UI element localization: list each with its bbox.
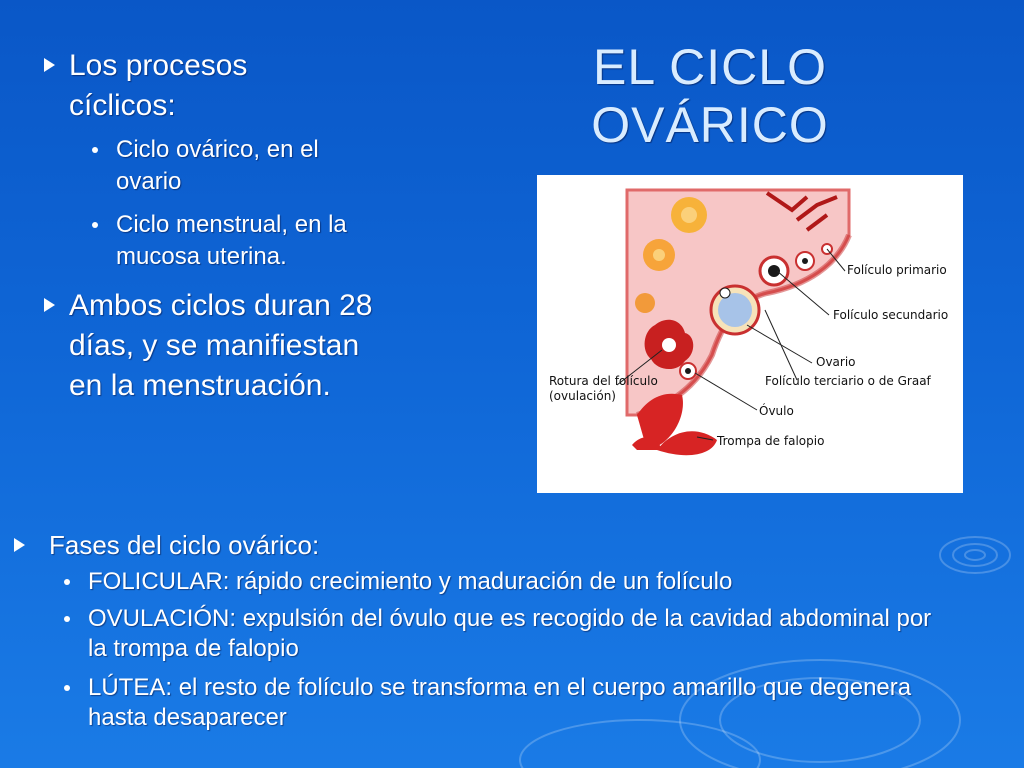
- left-item-procesos: [44, 46, 324, 126]
- arrow-bullet-icon: [44, 58, 55, 72]
- slide-title-line2: OVÁRICO: [591, 97, 829, 153]
- arrow-bullet-icon: [14, 538, 25, 552]
- left-item-procesos-text: Los procesos cíclicos:: [69, 49, 248, 122]
- left-subitem-menstrual-text: Ciclo menstrual, en la mucosa uterina.: [116, 211, 347, 270]
- dot-bullet-icon: [64, 579, 70, 585]
- label-foliculo-terciario: Folículo terciario o de Graaf: [765, 374, 931, 388]
- bottom-heading: [14, 528, 714, 562]
- label-foliculo-secundario: Folículo secundario: [833, 308, 949, 322]
- bottom-item-ovulacion: [64, 604, 964, 664]
- arrow-bullet-icon: [44, 298, 55, 312]
- dot-bullet-icon: [92, 147, 98, 153]
- label-ovario: Ovario: [816, 355, 856, 369]
- bottom-item-lutea: [64, 673, 964, 733]
- left-item-ambos: [44, 286, 394, 406]
- dot-bullet-icon: [92, 222, 98, 228]
- left-subitem-ovarico-text: Ciclo ovárico, en el ovario: [116, 136, 319, 195]
- slide-title: [560, 38, 860, 154]
- left-item-ambos-text: Ambos ciclos duran 28 días, y se manifiestan en la menstruación.: [69, 289, 373, 402]
- left-subitem-menstrual: [92, 209, 382, 273]
- ovary-diagram: [537, 175, 963, 493]
- left-subitem-ovarico: [92, 134, 382, 198]
- label-rotura-line2: (ovulación): [549, 389, 616, 403]
- dot-bullet-icon: [64, 616, 70, 622]
- label-ovulo: Óvulo: [759, 404, 794, 418]
- label-foliculo-primario: Folículo primario: [847, 263, 947, 277]
- bottom-item-ovulacion-text: OVULACIÓN: expulsión del óvulo que es recogido de la cavidad abdominal por la trompa de falopio: [88, 605, 932, 662]
- bottom-heading-text: Fases del ciclo ovárico:: [49, 530, 320, 560]
- label-rotura-line1: Rotura del folículo: [549, 374, 658, 388]
- bottom-item-folicular: [64, 567, 964, 597]
- bottom-item-lutea-text: LÚTEA: el resto de folículo se transforma en el cuerpo amarillo que degenera hasta desaparecer: [88, 674, 912, 731]
- slide-title-line1: EL CICLO: [592, 39, 827, 95]
- dot-bullet-icon: [64, 685, 70, 691]
- label-trompa: Trompa de falopio: [717, 434, 825, 448]
- bottom-item-folicular-text: FOLICULAR: rápido crecimiento y maduración de un folículo: [88, 568, 733, 595]
